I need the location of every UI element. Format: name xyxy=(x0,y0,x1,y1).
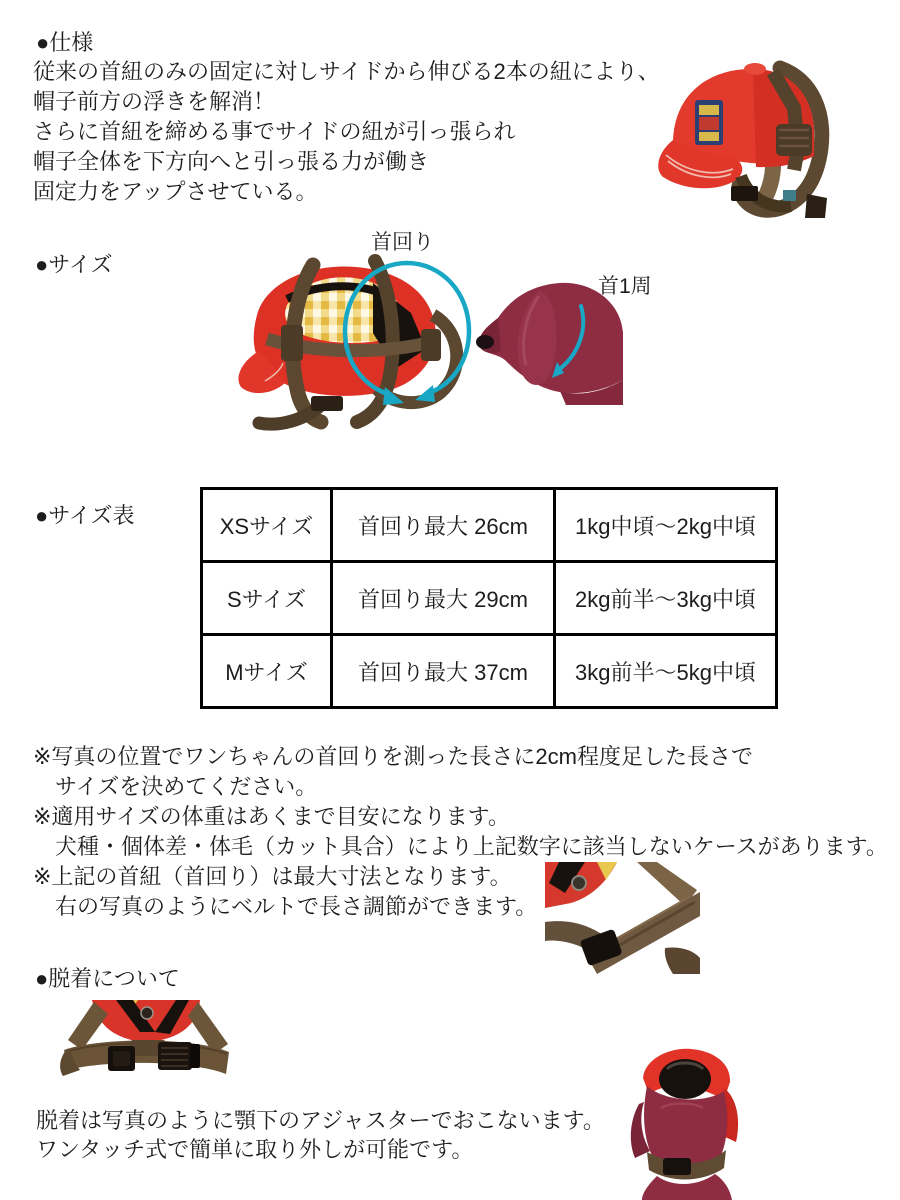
spec-text-block xyxy=(33,57,660,207)
note-line: サイズを決めてください。 xyxy=(55,774,318,799)
weight-cell: 2kg前半～3kg中頃 xyxy=(555,562,777,635)
table-row xyxy=(202,489,777,562)
note-line: ※上記の首紐（首回り）は最大寸法となります。 xyxy=(33,864,512,889)
attach-text-block xyxy=(36,1106,605,1164)
size-cell: XSサイズ xyxy=(202,489,332,562)
spec-heading: ●仕様 xyxy=(36,30,94,55)
size-cell: Mサイズ xyxy=(202,635,332,708)
photo-cap-side-view xyxy=(655,48,850,218)
neck-cell: 首回り最大 26cm xyxy=(332,489,555,562)
size-table-heading: ●サイズ表 xyxy=(35,503,135,528)
attach-heading: ●脱着について xyxy=(35,966,180,991)
note-line: 右の写真のようにベルトで長さ調節ができます。 xyxy=(55,894,538,919)
spec-line: 帽子前方の浮きを解消！ xyxy=(33,89,276,114)
attach-line: 脱着は写真のように顎下のアジャスターでおこないます。 xyxy=(36,1108,605,1133)
photo-strap-adjuster xyxy=(545,862,700,974)
neck-measure-circle-arrow xyxy=(335,256,480,408)
photo-cap-underside-buckles xyxy=(58,1000,235,1092)
weight-cell: 3kg前半～5kg中頃 xyxy=(555,635,777,708)
size-cell: Sサイズ xyxy=(202,562,332,635)
note-line: ※適用サイズの体重はあくまで目安になります。 xyxy=(33,804,510,829)
table-row xyxy=(202,635,777,708)
spec-line: さらに首紐を締める事でサイドの紐が引っ張られ xyxy=(33,119,516,144)
neck-cell: 首回り最大 29cm xyxy=(332,562,555,635)
note-line: 犬種・個体差・体毛（カット具合）により上記数字に該当しないケースがあります。 xyxy=(55,834,888,859)
spec-line: 帽子全体を下方向へと引っ張る力が働き xyxy=(33,149,430,174)
neck-once-label: 首1周 xyxy=(598,275,652,298)
neck-around-label: 首回り xyxy=(371,231,434,254)
weight-cell: 1kg中頃～2kg中頃 xyxy=(555,489,777,562)
neck-cell: 首回り最大 37cm xyxy=(332,635,555,708)
note-line: ※写真の位置でワンちゃんの首回りを測った長さに2cm程度足した長さで xyxy=(33,744,753,769)
spec-line: 従来の首紐のみの固定に対しサイドから伸びる2本の紐により、 xyxy=(33,59,660,84)
notes-block xyxy=(33,742,888,922)
photo-figurine-chin-adjuster xyxy=(627,1046,747,1200)
size-heading: ●サイズ xyxy=(35,252,113,277)
size-table xyxy=(200,487,778,709)
table-row xyxy=(202,562,777,635)
spec-line: 固定力をアップさせている。 xyxy=(33,179,318,204)
attach-line: ワンタッチ式で簡単に取り外しが可能です。 xyxy=(36,1137,474,1162)
